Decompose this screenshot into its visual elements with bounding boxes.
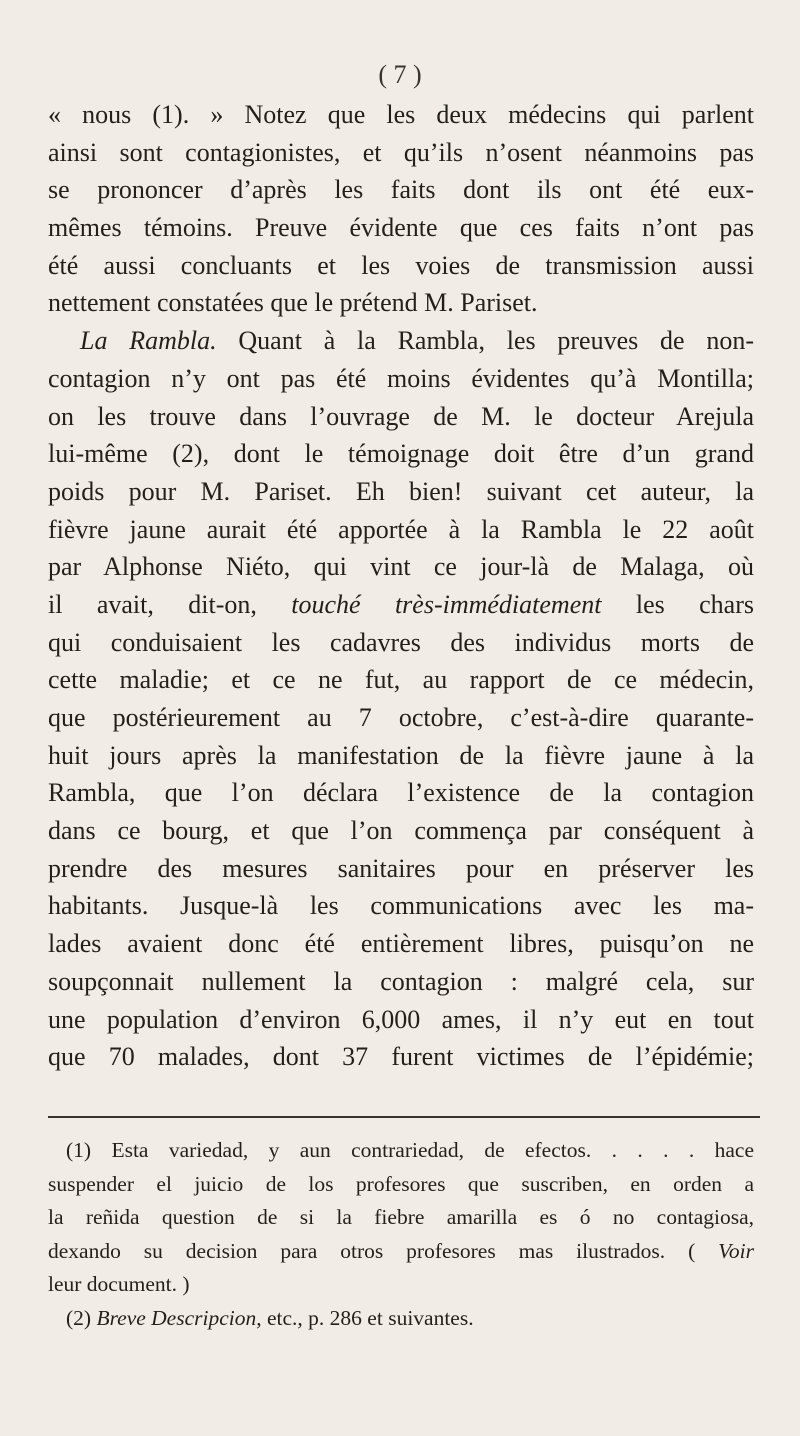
- text-run: Quant à la Rambla, les preuves de non-: [216, 326, 754, 356]
- footnotes: [48, 1134, 754, 1335]
- text-run: suspender el juicio de los profesores que suscriben, en orden a: [48, 1171, 754, 1196]
- text-run: été aussi concluants et les voies de transmission aussi: [48, 250, 754, 280]
- text-run: huit jours après la manifestation de la fièvre jaune à la: [48, 740, 754, 770]
- body-line: [48, 699, 754, 737]
- text-run: se prononcer d’après les faits dont ils ont été eux-: [48, 175, 754, 205]
- text-run: nettement constatées que le prétend M. Pariset.: [48, 288, 538, 318]
- text-run: contagion n’y ont pas été moins évidentes qu’à Montilla;: [48, 363, 754, 393]
- body-line: [48, 887, 754, 925]
- body-line: [48, 171, 754, 209]
- body-line: [48, 1001, 754, 1039]
- italic-text: Voir: [718, 1238, 754, 1263]
- text-run: que postérieurement au 7 octobre, c’est-à-dire quarante-: [48, 703, 754, 732]
- body-line: [48, 586, 754, 624]
- text-run: poids pour M. Pariset. Eh bien! suivant cet auteur, la: [48, 476, 754, 506]
- text-run: (2): [66, 1305, 97, 1330]
- text-run: , etc., p. 286 et suivantes.: [256, 1305, 474, 1330]
- text-run: lui-même (2), dont le témoignage doit être d’un grand: [48, 439, 754, 469]
- footnote-line: [48, 1134, 754, 1168]
- body-line: [48, 134, 754, 172]
- italic-text: touché très-immédiatement: [291, 589, 602, 619]
- body-line: [48, 284, 754, 322]
- body-line: [48, 435, 754, 473]
- text-run: (1) Esta variedad, y aun contrariedad, de efectos. . . . . hace: [66, 1138, 754, 1162]
- body-line: [48, 850, 754, 888]
- italic-text: La Rambla.: [80, 326, 217, 356]
- text-run: les chars: [601, 589, 754, 619]
- footnote-divider: [48, 1116, 760, 1118]
- text-run: fièvre jaune aurait été apportée à la Rambla le 22 août: [48, 514, 754, 544]
- text-run: une population d’environ 6,000 ames, il n’y eut en tout: [48, 1004, 754, 1034]
- body-line: [48, 661, 754, 699]
- text-run: soupçonnait nullement la contagion : malgré cela, sur: [48, 966, 754, 996]
- footnote-line: [48, 1168, 754, 1202]
- text-run: dans ce bourg, et que l’on commença par conséquent à: [48, 816, 754, 846]
- body-line: [48, 812, 754, 850]
- text-run: il avait, dit-on,: [48, 589, 292, 619]
- text-run: leur document. ): [48, 1272, 190, 1296]
- text-run: on les trouve dans l’ouvrage de M. le docteur Arejula: [48, 401, 754, 431]
- text-run: Rambla, que l’on déclara l’existence de la contagion: [48, 778, 754, 808]
- body-line: [48, 511, 754, 549]
- body-line: [48, 963, 754, 1001]
- text-run: par Alphonse Niéto, qui vint ce jour-là de Malaga, où: [48, 552, 754, 582]
- footnote-line: [48, 1201, 754, 1235]
- body-line: [48, 322, 754, 360]
- text-run: habitants. Jusque-là les communications avec les ma-: [48, 891, 754, 921]
- text-run: lades avaient donc été entièrement libres, puisqu’on ne: [48, 929, 754, 959]
- body-line: [48, 96, 754, 134]
- body-line: [48, 737, 754, 775]
- body-line: [48, 774, 754, 812]
- text-run: cette maladie; et ce ne fut, au rapport de ce médecin,: [48, 665, 754, 695]
- body-line: [48, 624, 754, 662]
- text-run: « nous (1). » Notez que les deux médecins qui parlent: [48, 100, 754, 129]
- body-line: [48, 925, 754, 963]
- footnote-line: [48, 1268, 754, 1302]
- body-line: [48, 548, 754, 586]
- text-run: ainsi sont contagionistes, et qu’ils n’osent néanmoins pas: [48, 137, 754, 167]
- body-text: [48, 96, 754, 1076]
- body-line: [48, 473, 754, 511]
- body-line: [48, 360, 754, 398]
- footnote-line: [48, 1302, 754, 1336]
- text-run: prendre des mesures sanitaires pour en préserver les: [48, 853, 754, 883]
- body-line: [48, 209, 754, 247]
- body-line: [48, 1038, 754, 1076]
- body-line: [48, 247, 754, 285]
- text-run: mêmes témoins. Preuve évidente que ces faits n’ont pas: [48, 213, 754, 243]
- italic-text: Breve Descripcion: [96, 1305, 257, 1330]
- text-run: qui conduisaient les cadavres des individus morts de: [48, 627, 754, 657]
- text-run: dexando su decision para otros profesores mas ilustrados. (: [48, 1238, 719, 1263]
- text-run: que 70 malades, dont 37 furent victimes de l’épidémie;: [48, 1042, 754, 1072]
- text-run: la reñida question de si la fiebre amarilla es ó no contagiosa,: [48, 1205, 754, 1229]
- footnote-line: [48, 1235, 754, 1269]
- page-number: ( 7 ): [378, 60, 422, 89]
- body-line: [48, 398, 754, 436]
